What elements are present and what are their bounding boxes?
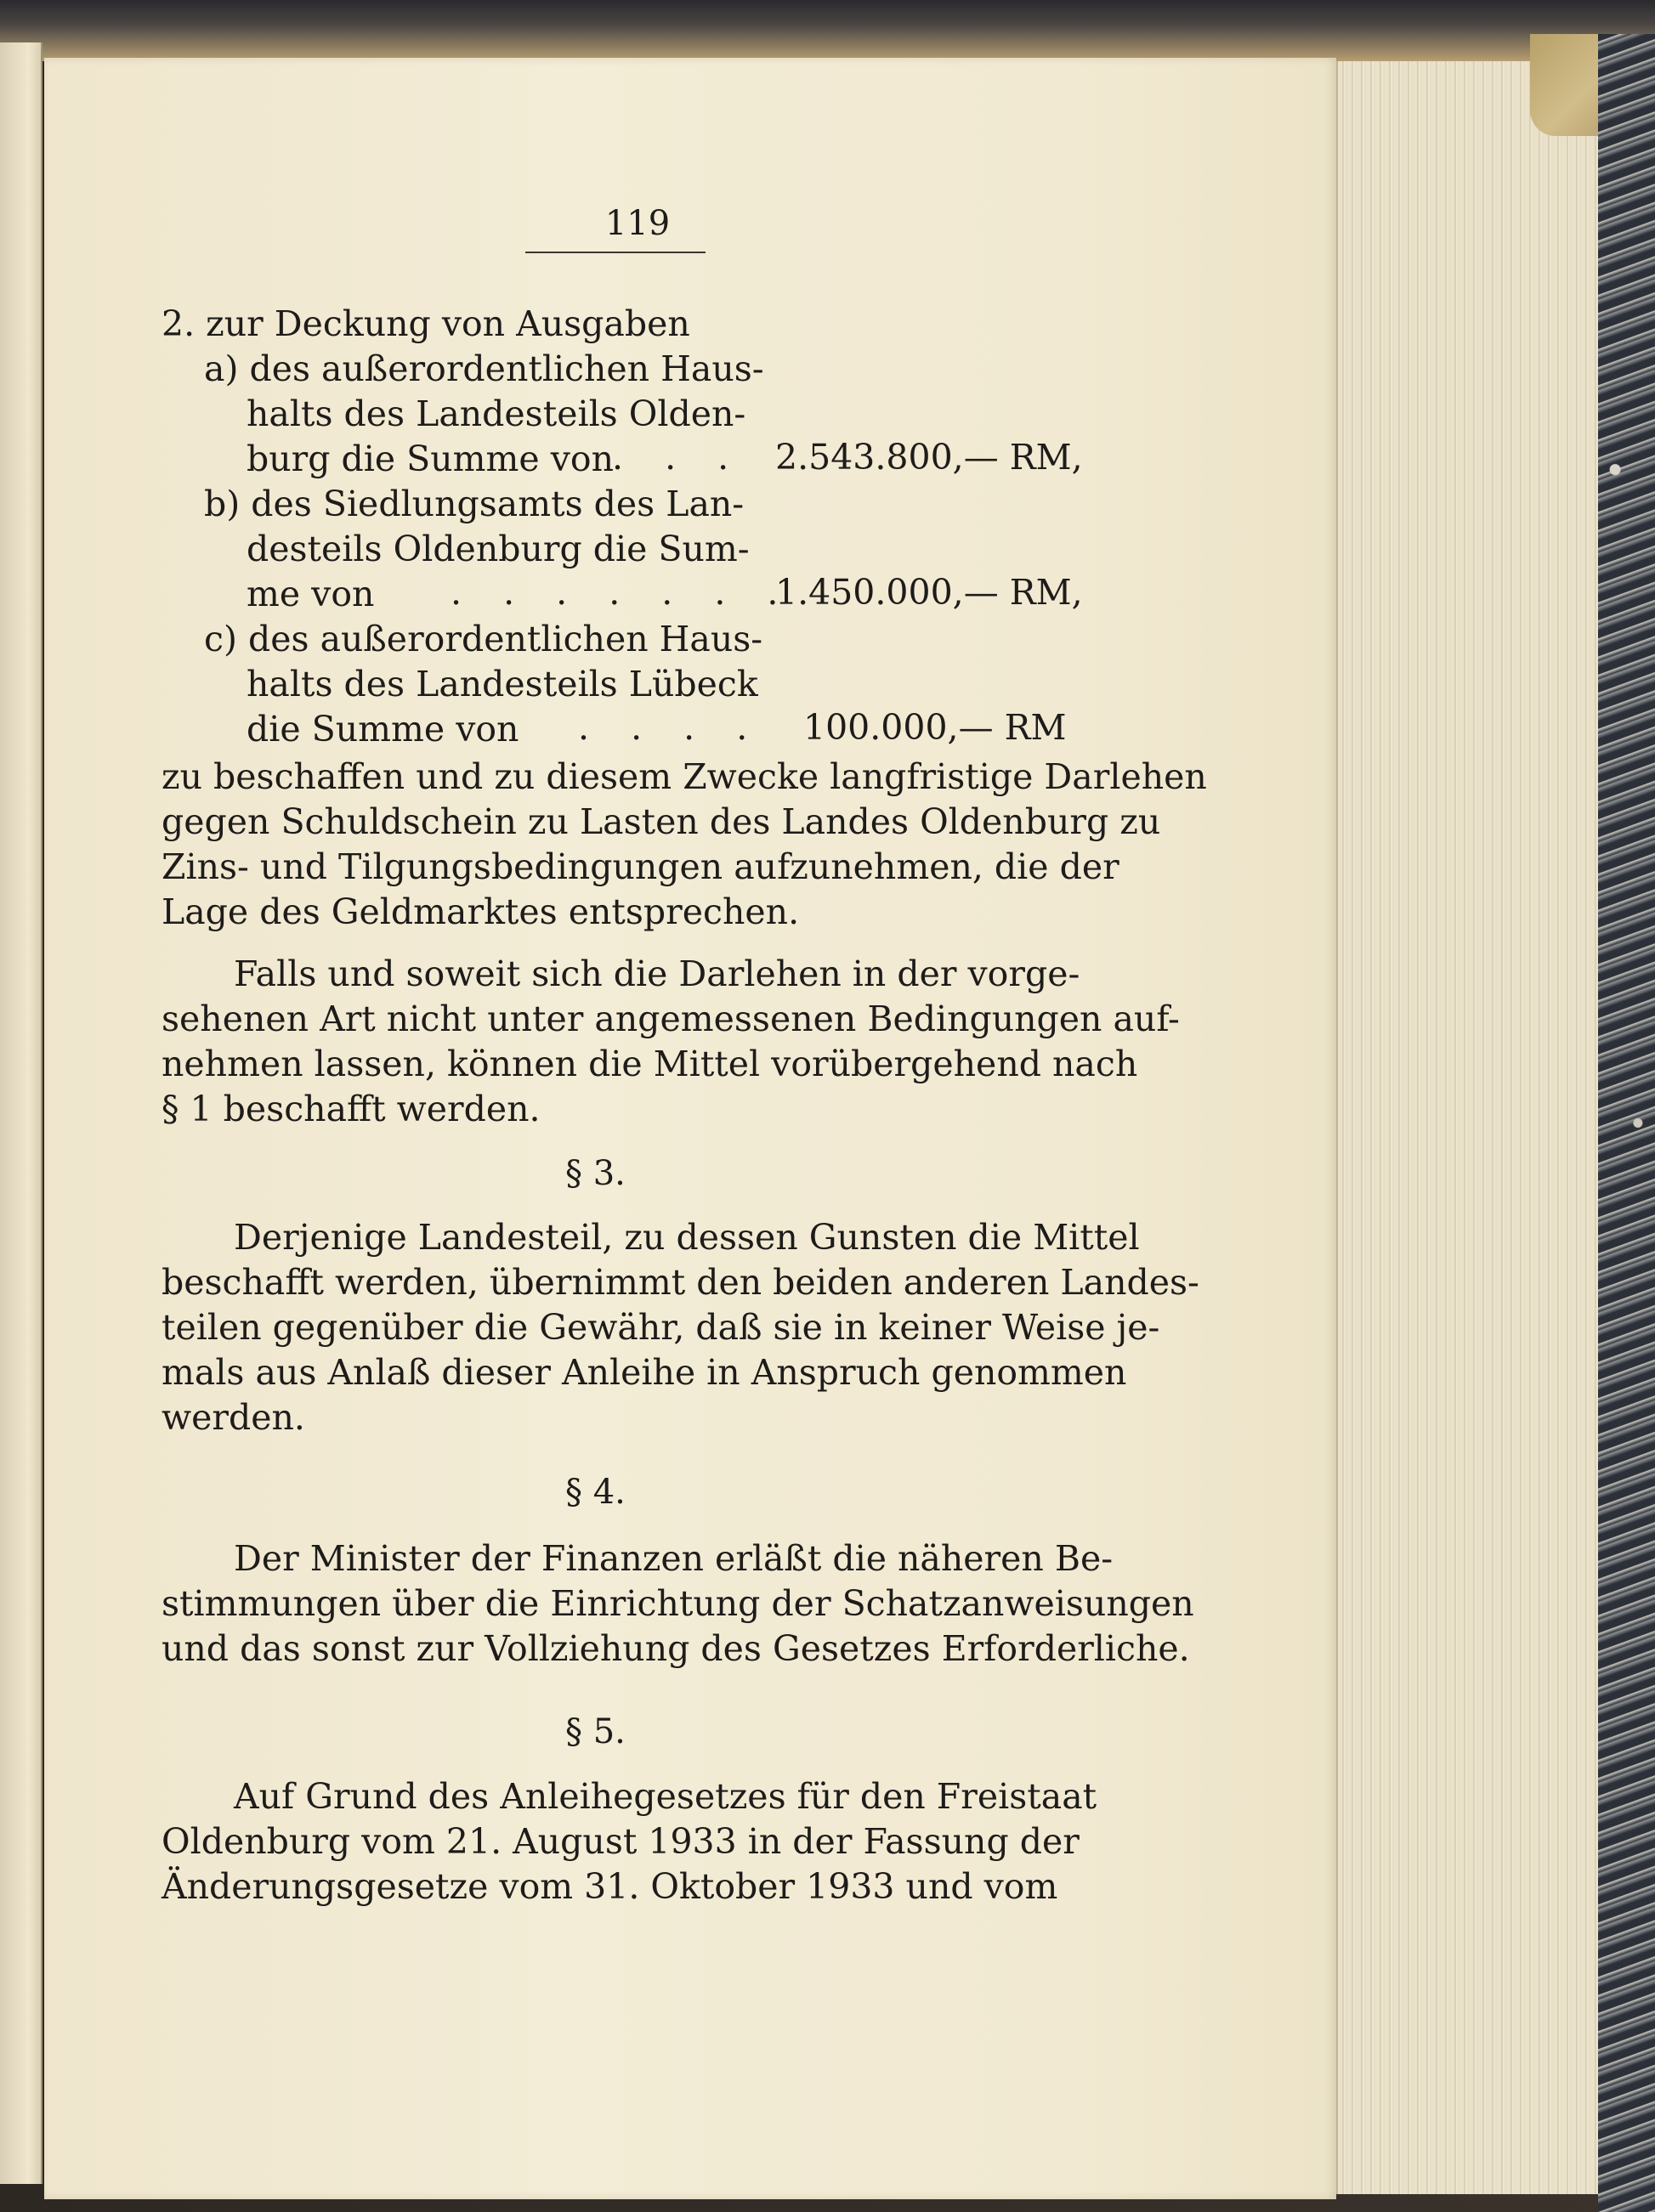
marbled-cover	[1598, 34, 1655, 2212]
paragraph-line: Falls und soweit sich die Darlehen in der vorge-	[234, 953, 1080, 994]
item-a-line: burg die Summe von	[247, 438, 614, 479]
left-page-sliver	[0, 42, 43, 2184]
paragraph-line: Zins- und Tilgungsbedingungen aufzunehmen, die der	[162, 846, 1119, 887]
section-5-heading: § 5.	[565, 1712, 626, 1751]
item-c-line: die Summe von	[247, 709, 519, 750]
paragraph-line: und das sonst zur Vollziehung des Gesetzes Erforderliche.	[162, 1628, 1190, 1669]
item-c-line: halts des Landesteils Lübeck	[247, 664, 758, 704]
paragraph-line: Derjenige Landesteil, zu dessen Gunsten die Mittel	[234, 1217, 1140, 1258]
paragraph-line: Auf Grund des Anleihegesetzes für den Freistaat	[234, 1776, 1097, 1817]
item-c-amount: 100.000,— RM	[803, 707, 1067, 748]
paragraph-line: Änderungsgesetze vom 31. Oktober 1933 und vom	[162, 1866, 1058, 1907]
paragraph-line: nehmen lassen, können die Mittel vorübergehend nach	[162, 1044, 1138, 1084]
paragraph-line: beschafft werden, übernimmt den beiden anderen Landes-	[162, 1262, 1199, 1303]
item-b-line: desteils Oldenburg die Sum-	[247, 529, 750, 569]
item-a-line: a) des außerordentlichen Haus-	[204, 348, 764, 389]
item-b-dots: . . . . . . .	[451, 572, 794, 613]
page-number: 119	[604, 204, 671, 243]
item-c-dots: . . . .	[578, 707, 763, 748]
paragraph-line: Oldenburg vom 21. August 1933 in der Fassung der	[162, 1821, 1080, 1862]
book-top-edge	[0, 0, 1655, 61]
section-4-heading: § 4.	[565, 1473, 626, 1512]
section-2-intro: 2. zur Deckung von Ausgaben	[162, 303, 690, 344]
page-edges	[1336, 61, 1610, 2194]
page-number-rule	[525, 252, 706, 253]
paragraph-line: stimmungen über die Einrichtung der Schatzanweisungen	[162, 1583, 1194, 1624]
paragraph-line: Der Minister der Finanzen erläßt die näheren Be-	[234, 1538, 1114, 1579]
paragraph-line: teilen gegenüber die Gewähr, daß sie in keiner Weise je-	[162, 1307, 1160, 1348]
item-a-line: halts des Landesteils Olden-	[247, 393, 746, 434]
paragraph-line: § 1 beschafft werden.	[162, 1089, 541, 1129]
item-a-dots: . . .	[612, 437, 745, 478]
paragraph-line: gegen Schuldschein zu Lasten des Landes Oldenburg zu	[162, 801, 1161, 842]
item-b-line: me von	[247, 574, 375, 614]
item-a-amount: 2.543.800,— RM,	[775, 437, 1083, 478]
paragraph-line: Lage des Geldmarktes entsprechen.	[162, 891, 800, 932]
item-b-amount: 1.450.000,— RM,	[775, 572, 1083, 613]
paragraph-line: mals aus Anlaß dieser Anleihe in Anspruch genommen	[162, 1352, 1127, 1393]
paragraph-line: werden.	[162, 1397, 305, 1438]
item-b-line: b) des Siedlungsamts des Lan-	[204, 484, 745, 524]
paragraph-line: zu beschaffen und zu diesem Zwecke langfristige Darlehen	[162, 756, 1207, 797]
item-c-line: c) des außerordentlichen Haus-	[204, 619, 763, 659]
paragraph-line: sehenen Art nicht unter angemessenen Bedingungen auf-	[162, 999, 1180, 1039]
section-3-heading: § 3.	[565, 1154, 626, 1193]
